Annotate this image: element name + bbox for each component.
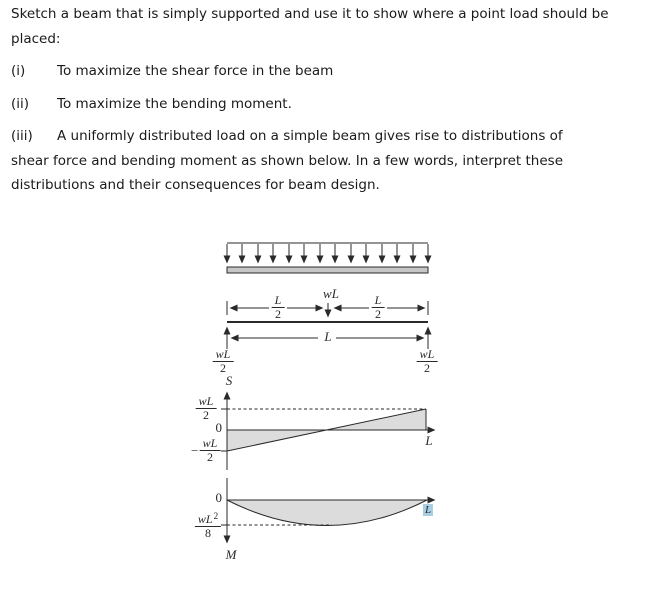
- half-span-fraction-right: [372, 295, 385, 320]
- left-reaction-fraction: [213, 349, 234, 374]
- item-iii-label: (iii): [11, 128, 33, 144]
- half-span-fraction-left: [272, 295, 285, 320]
- half-span-right-denominator: 2: [375, 307, 381, 321]
- moment-max-numerator-base: wL: [197, 512, 213, 526]
- half-span-right-numerator: L: [372, 295, 385, 308]
- item-i-text: To maximize the shear force in the beam: [57, 63, 334, 79]
- intro-line-2: placed:: [11, 30, 61, 47]
- shear-x-end-label: L: [425, 433, 433, 448]
- shear-max-numerator: wL: [196, 396, 217, 409]
- shear-axis-label: S: [225, 373, 233, 388]
- shear-min-minus-sign: −: [191, 443, 199, 458]
- moment-max-denominator: 8: [205, 526, 211, 540]
- moment-max-numerator: [195, 511, 221, 527]
- distributed-load-diagram: [227, 243, 428, 273]
- moment-zero-label: 0: [215, 490, 222, 505]
- item-iii-line-3: distributions and their consequences for beam design.: [11, 177, 380, 193]
- half-span-left-denominator: 2: [275, 307, 281, 321]
- moment-diagram: [221, 478, 434, 542]
- half-span-left-numerator: L: [272, 295, 285, 308]
- item-ii-label: (ii): [11, 95, 30, 112]
- span-length-label: L: [324, 329, 332, 344]
- shear-max-denominator: 2: [203, 408, 209, 422]
- shear-zero-label: 0: [215, 420, 222, 435]
- left-reaction-numerator: wL: [213, 349, 234, 362]
- point-load-label: wL: [323, 286, 339, 301]
- shear-min-denominator: 2: [207, 450, 213, 464]
- right-reaction-denominator: 2: [424, 361, 430, 375]
- shear-max-fraction: [196, 396, 217, 421]
- shear-diagram: [221, 393, 434, 470]
- item-ii-text: To maximize the bending moment.: [57, 95, 292, 112]
- intro-line-1: Sketch a beam that is simply supported and use it to show where a point load should be: [11, 6, 609, 22]
- moment-max-fraction: [195, 511, 221, 539]
- shear-min-fraction: [200, 438, 221, 463]
- moment-axis-label: M: [225, 547, 237, 562]
- moment-max-numerator-exponent: 2: [213, 511, 219, 521]
- item-i-label: (i): [11, 63, 26, 79]
- moment-x-end-label: L: [424, 504, 432, 516]
- right-reaction-fraction: [417, 349, 438, 374]
- item-iii-line-2: shear force and bending moment as shown below. In a few words, interpret these: [11, 152, 564, 169]
- beam-bar: [227, 267, 428, 273]
- shear-min-numerator: wL: [200, 438, 221, 451]
- item-iii-line-1: A uniformly distributed load on a simple beam gives rise to distributions of: [57, 128, 563, 144]
- right-reaction-numerator: wL: [417, 349, 438, 362]
- left-reaction-denominator: 2: [220, 361, 226, 375]
